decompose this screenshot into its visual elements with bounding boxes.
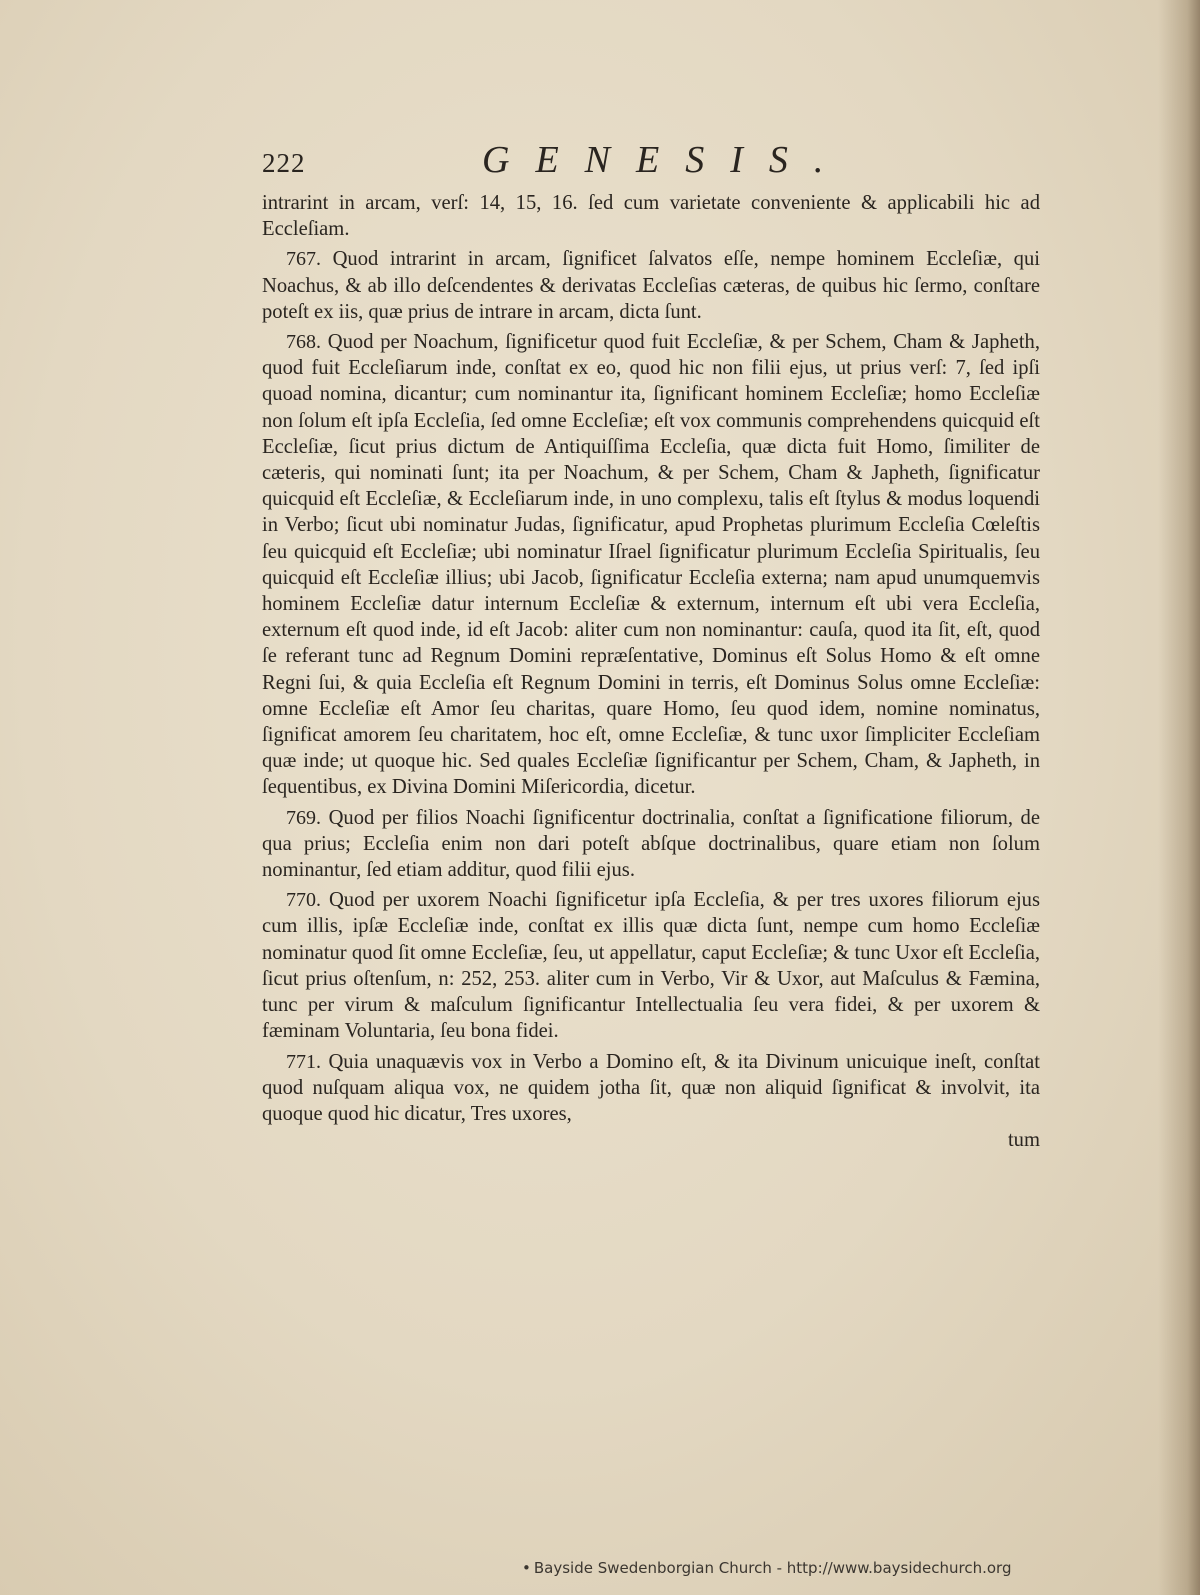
paragraph-text: Quia unaquævis vox in Verbo a Domino eſt, & ita Divinum unicuique ineſt, conſtat quod nuſquam aliqua vox, ne quidem jotha ſit, quæ non aliquid ſignificat & involvit, ita quoque quod hic dicatur, Tres uxores, xyxy=(262,1050,1040,1125)
paragraph-767 xyxy=(262,246,1040,325)
paragraph-text: Quod per filios Noachi ſignificentur doctrinalia, conſtat a ſignificatione filiorum, de qua prius; Eccleſia enim non dari poteſt abſque doctrinalibus, quare etiam non ſolum nominantur, ſed etiam additur, quod filii ejus. xyxy=(262,806,1040,882)
paragraph-771 xyxy=(262,1049,1040,1128)
paragraph-number: 771. xyxy=(286,1050,321,1073)
paragraph-number: 767. xyxy=(286,248,321,271)
paragraph-769 xyxy=(262,805,1040,884)
catchword: tum xyxy=(1007,1129,1040,1152)
paragraph-number: 768. xyxy=(286,331,321,354)
running-title: GENESIS. xyxy=(482,139,850,181)
footer-watermark xyxy=(522,1559,1011,1577)
paragraph-continuation xyxy=(262,190,1040,242)
paragraph-number: 769. xyxy=(286,806,321,829)
page-number: 222 xyxy=(262,148,306,178)
paragraph-768 xyxy=(262,329,1040,801)
paragraph-number: 770. xyxy=(286,889,321,912)
paragraph-text: intrarint in arcam, verſ: 14, 15, 16. ſed cum varietate conveniente & applicabili hic ad Eccleſiam. xyxy=(262,192,1040,241)
paragraph-text: Quod per Noachum, ſignificetur quod fuit Eccleſiæ, & per Schem, Cham & Japheth, quod fuit Eccleſiarum inde, conſtat ex eo, quod hic non filii ejus, ut prius verſ: 7, ſed ipſi quoad nomina, dicantur; cum nominantur ita, ſignificant hominem Eccleſiæ; homo Eccleſiæ non ſolum eſt ipſa Eccleſia, ſed omne Eccleſiæ; eſt vox communis comprehendens quicquid eſt Eccleſiæ, ſicut prius dictum de Antiquiſſima Eccleſia, quæ dicta fuit Homo, ſimiliter de cæteris, qui nominati ſunt; ita per Noachum, & per Schem, Cham & Japheth, ſignificatur quicquid eſt Eccleſiæ, & Eccleſiarum inde, in uno complexu, talis eſt ſtylus & modus loquendi in Verbo; ſicut ubi nominatur Judas, ſignificatur, apud Prophetas plurimum Eccleſia Cœleſtis ſeu quicquid eſt Eccleſiæ; ubi nominatur Iſrael ſignificatur plurimum Eccleſia Spiritualis, ſeu quicquid eſt Eccleſiæ illius; ubi Jacob, ſignificatur Eccleſia externa; nam apud unumquemvis hominem Eccleſiæ datur internum Eccleſiæ & externum, internum eſt ubi vera Eccleſia, externum eſt quod inde, id eſt Jacob: aliter cum non nominantur: cauſa, quod ita ſit, eſt, quod ſe referant tunc ad Regnum Domini repræſentative, Dominus eſt Solus Homo & eſt omne Regni ſui, & quia Eccleſia eſt Regnum Domini in terris, eſt Dominus Solus omne Eccleſiæ: omne Eccleſiæ eſt Amor ſeu charitas, quare Homo, ſeu quod idem, nomine nominatus, ſignificat amorem ſeu charitatem, hoc eſt, omne Eccleſiæ, & tunc uxor ſimpliciter Eccleſiam quæ inde; ut quoque hic. Sed quales Eccleſiæ ſignificantur per Schem, Cham, & Japheth, in ſequentibus, ex Divina Domini Miſericordia, dicetur. xyxy=(262,331,1040,799)
bullet-icon: • xyxy=(522,1559,531,1577)
footer-text: Bayside Swedenborgian Church - http://www.baysidechurch.org xyxy=(533,1559,1012,1577)
page-header xyxy=(262,138,1070,188)
paragraph-text: Quod per uxorem Noachi ſignificetur ipſa Eccleſia, & per tres uxores filiorum ejus cum illis, ipſæ Eccleſiæ inde, conſtat ex illis quæ dicta ſunt, nempe cum homo Eccleſiæ nominatur quod ſit omne Eccleſiæ, ſeu, ut appellatur, caput Eccleſiæ; & tunc Uxor eſt Eccleſia, ſicut prius oſtenſum, n: 252, 253. aliter cum in Verbo, Vir & Uxor, aut Maſculus & Fæmina, tunc per virum & maſculum ſignificantur Intellectualia ſeu vera fidei, & per uxorem & fæminam Voluntaria, ſeu bona fidei. xyxy=(262,889,1040,1043)
paragraph-text: Quod intrarint in arcam, ſignificet ſalvatos eſſe, nempe hominem Eccleſiæ, qui Noachus, & ab illo deſcendentes & derivatas Eccleſias cæteras, de quibus hic ſermo, conſtare poteſt ex iis, quæ prius de intrare in arcam, dicta ſunt. xyxy=(262,248,1040,323)
text-block xyxy=(262,190,1040,1153)
paragraph-770 xyxy=(262,887,1040,1044)
page-edge-shadow xyxy=(1158,0,1200,1595)
